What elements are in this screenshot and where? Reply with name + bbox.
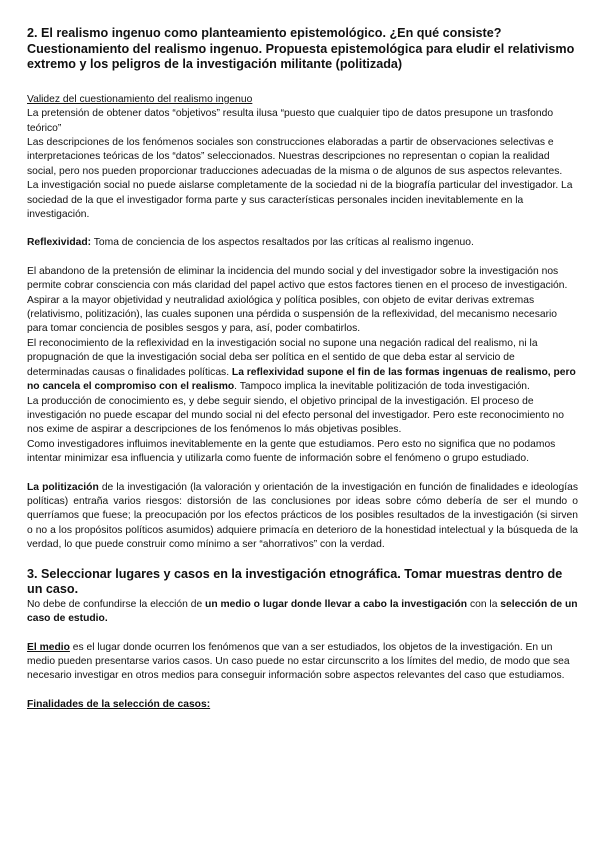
politizacion-label: La politización [27,481,99,493]
politizacion-text: de la investigación (la valoración y orientación de la investigación en función de finalidades e ideologías políticas) entraña varios riesgos: distorsión de las conclusiones por ideas sobre cómo debería de ser el mundo o querríamos que fuese; la preocupación por los efectos prácticos de los posibles resultados de la investigación (si sirven o no a los propósitos políticos asumidos) adquiere primacía en deterioro de la honestidad intelectual y la búsqueda de la verdad, lo que puede construir como mínimo a ser “ahorrativos” con la verdad. [27,481,578,551]
medio-label: El medio [27,641,70,653]
eleccion-text-b: con la [467,598,501,610]
paragraph-el-medio [27,641,578,684]
paragraph-influencia: Como investigadores influimos inevitablemente en la gente que estudiamos. Pero esto no significa que no podamos intentar minimizar esa influencia y utilizarla como fuente de información sobre el fenómeno o grupo estudiado. [27,438,556,465]
eleccion-bold-caso: selección de un caso de estudio. [27,598,578,625]
paragraph-abandono: El abandono de la pretensión de eliminar la incidencia del mundo social y del investigador sobre la investigación nos permite cobrar consciencia con más claridad del papel activo que estos factores tienen en el proceso de investigación. [27,265,568,292]
reflexividad-text: Toma de conciencia de los aspectos resaltados por las críticas al realismo ingenuo. [91,237,474,249]
paragraph-objetividad: Aspirar a la mayor objetividad y neutralidad axiológica y política posibles, con objeto de evitar derivas extremas (relativismo, politización), las cuales suponen una pérdida o suspensión de la reflexividad, del mecanismo necesario para tomar conciencia de posibles sesgos y para, así, poder combatirlos. [27,294,558,335]
paragraph-descripciones: Las descripciones de los fenómenos sociales son construcciones elaboradas a partir de observaciones selectivas e interpretaciones teóricas de los “datos” seleccionados. Nuestras descripciones no representan o copian la realidad social, pero nos pueden proporcionar traducciones adecuadas de la misma o de algunos de sus aspectos relevantes. [27,137,563,177]
paragraph-eleccion-medio [27,598,578,627]
paragraph-reflexividad [27,236,578,250]
paragraph-investigacion-social: La investigación social no puede aislarse completamente de la sociedad ni de la biografía particular del investigador. La sociedad de la que el investigador forma parte y sus características personales inciden inevitablemente en la investigación. [27,180,573,221]
eleccion-bold-medio: un medio o lugar donde llevar a cabo la investigación [205,598,468,610]
paragraph-politizacion [27,481,578,553]
section-2-heading: 2. El realismo ingenuo como planteamiento epistemológico. ¿En qué consiste? Cuestionamiento del realismo ingenuo. Propuesta epistemológica para eludir el relativismo extremo y los peligros de la investigación militante (politizada) [27,26,575,72]
reconocimiento-text-b: . Tampoco implica la inevitable politización de toda investigación. [234,381,530,393]
section-3-heading: 3. Seleccionar lugares y casos en la investigación etnográfica. Tomar muestras dentro de un caso. [27,566,563,597]
finalidades-subtitle: Finalidades de la selección de casos: [27,698,211,710]
validez-subtitle: Validez del cuestionamiento del realismo ingenuo [27,93,253,105]
reflexividad-label: Reflexividad: [27,237,92,249]
reconocimiento-bold: La reflexividad supone el fin de las formas ingenuas de realismo, pero no cancela el compromiso con el realismo [27,366,576,393]
paragraph-produccion: La producción de conocimiento es, y debe seguir siendo, el objetivo principal de la investigación. El proceso de investigación no puede escapar del mundo social ni del efecto personal del investigador. Pero este reconocimiento no nos exime de aspirar a descripciones de los fenómenos lo más objetivas posibles. [27,395,564,436]
medio-text: es el lugar donde ocurren los fenómenos que van a ser estudiados, los objetos de la investigación. En un medio pueden presentarse varios casos. Un caso puede no estar circunscrito a los límites del medio, de modo que sea necesario investigar en otros medios para conseguir información sobre aspectos relevantes del caso que estudiamos. [27,641,570,682]
paragraph-datos-objetivos: La pretensión de obtener datos “objetivos” resulta ilusa “puesto que cualquier tipo de datos presupone un trasfondo teórico” [27,108,554,134]
eleccion-text-a: No debe de confundirse la elección de [27,598,206,610]
reconocimiento-text-a: El reconocimiento de la reflexividad en la investigación social no supone una negación radical del realismo, ni la propugnación de que la investigación social deba ser política en el sentido de que deba estar al servicio de determinadas causas o finalidades políticas. [27,337,538,378]
paragraph-reconocimiento [27,337,578,395]
